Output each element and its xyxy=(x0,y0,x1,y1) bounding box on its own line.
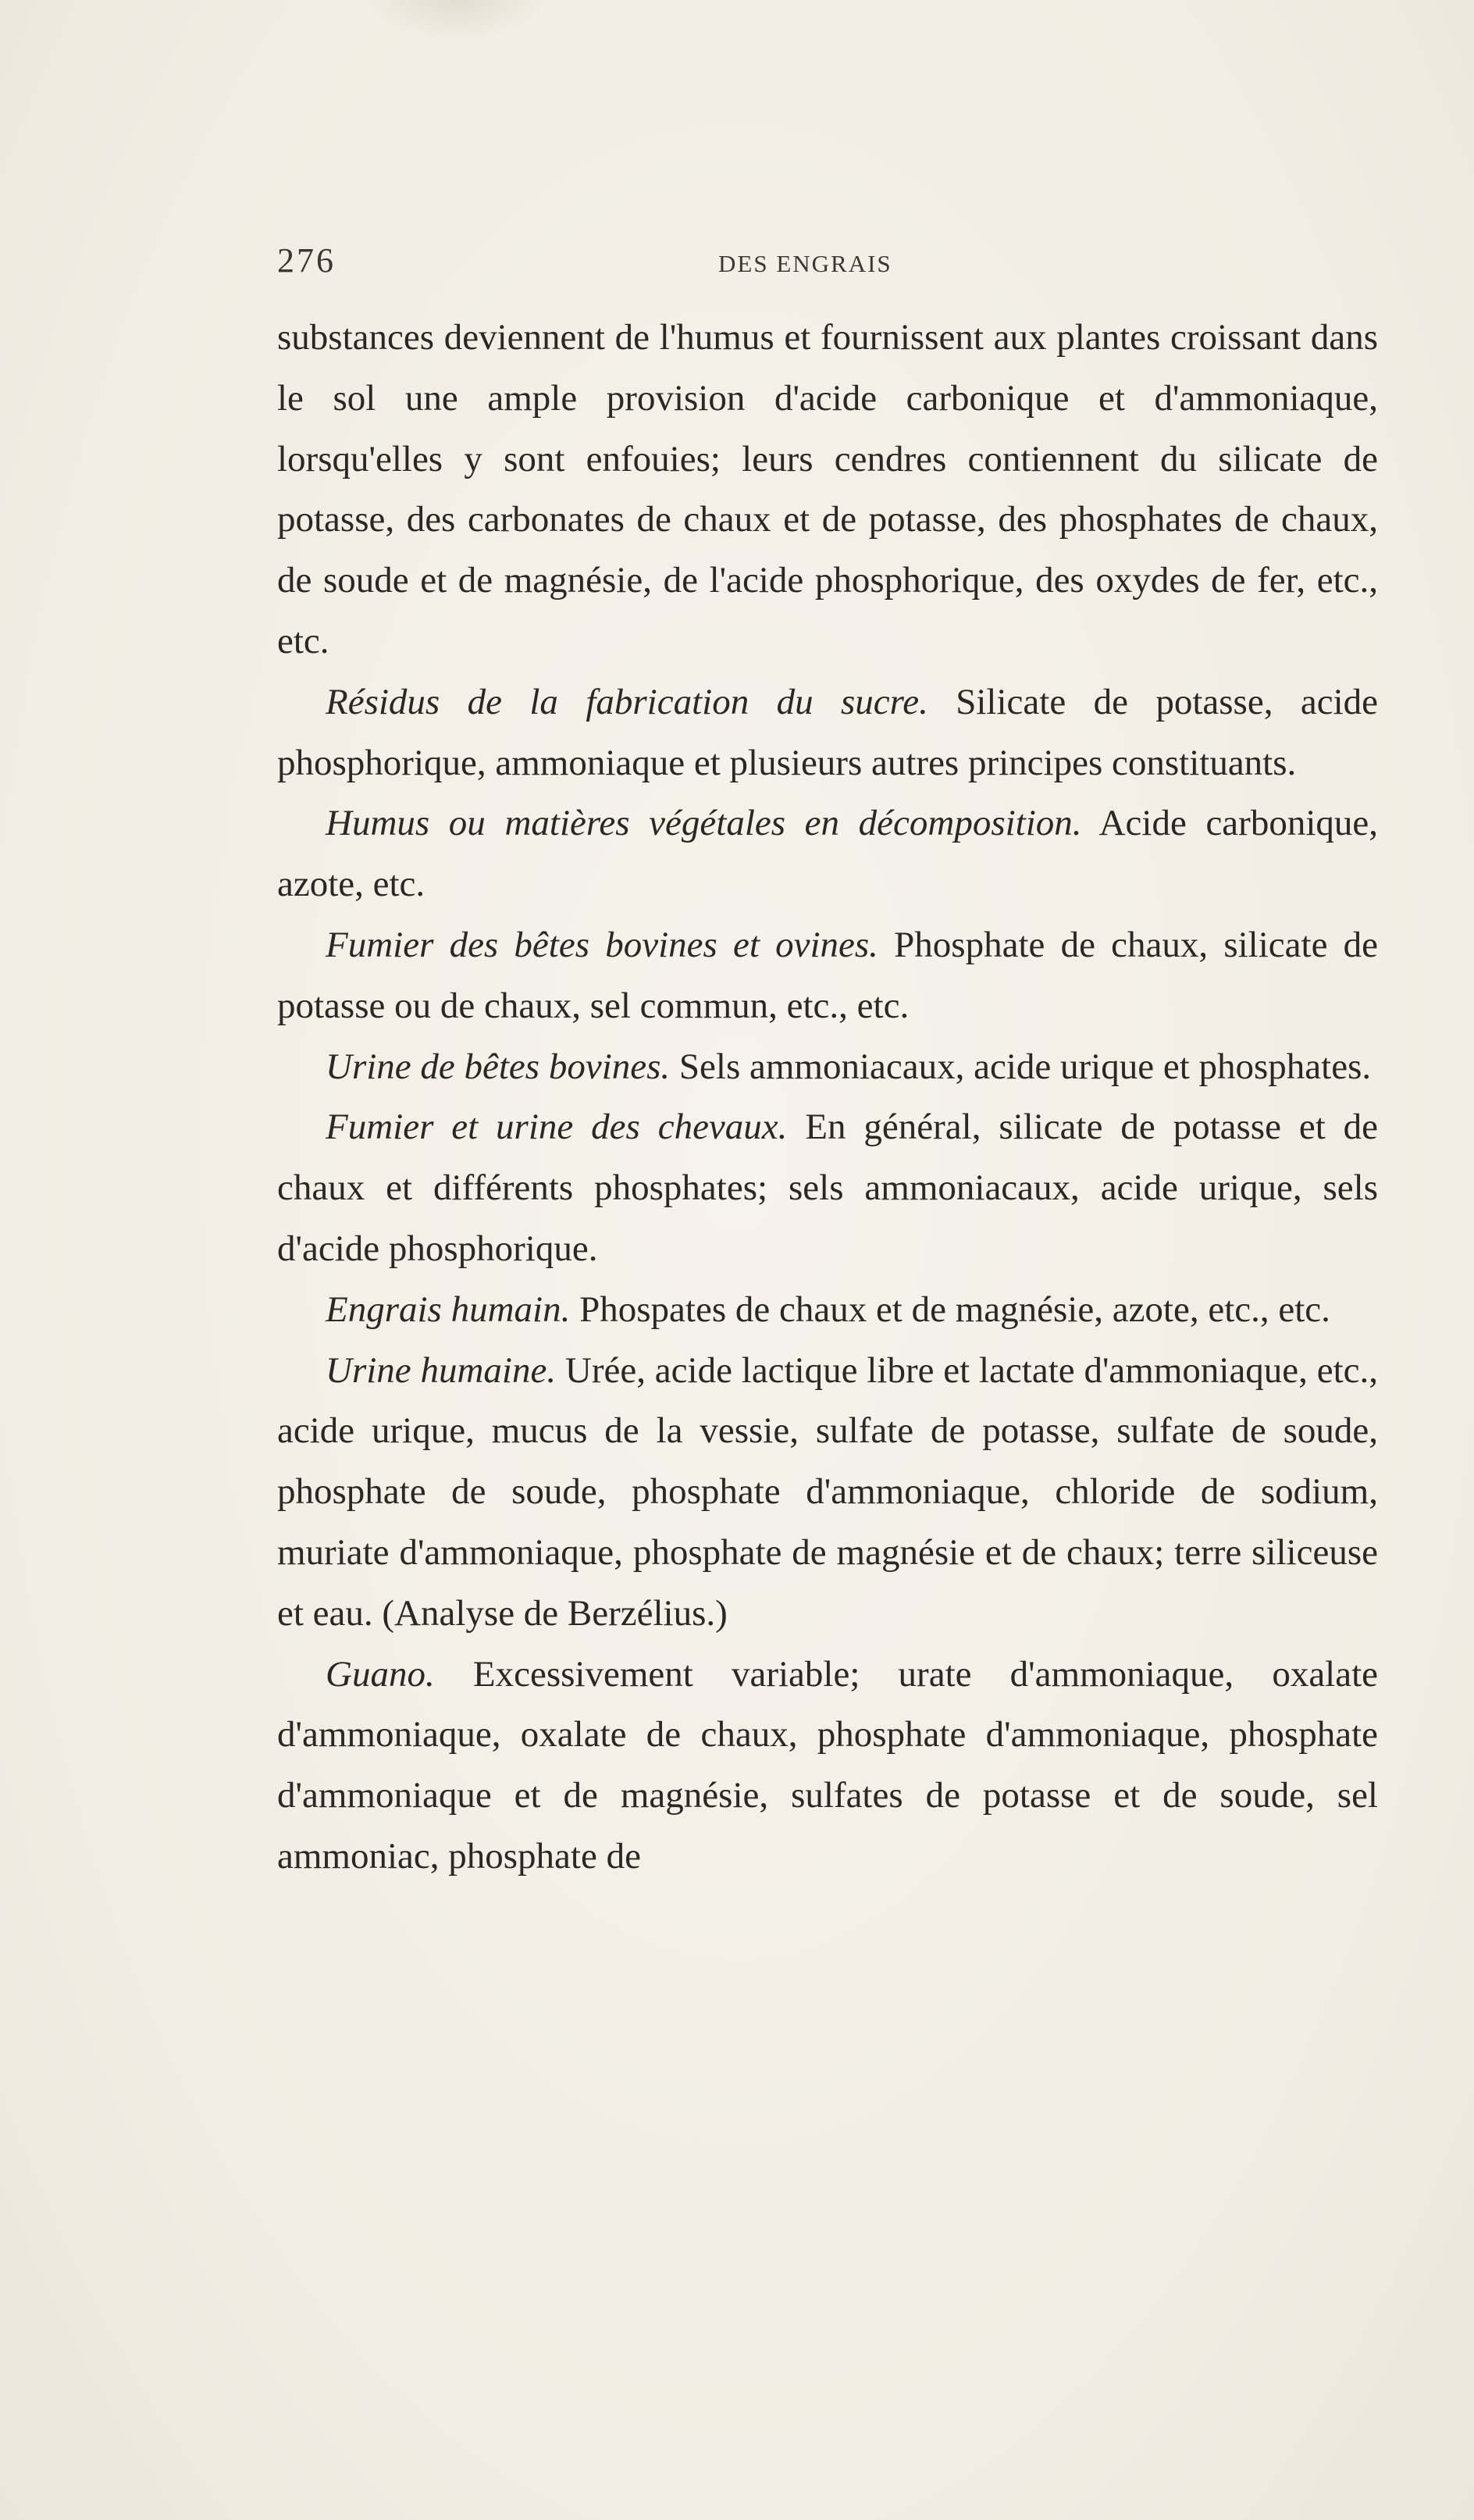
paragraph-humus xyxy=(277,793,1378,915)
paragraph-intro xyxy=(277,308,1378,672)
entry-term: Engrais humain. xyxy=(326,1289,571,1330)
entry-text: Silicate de potasse, acide phosphorique, ammoniaque et plusieurs autres principes constituants. xyxy=(277,681,1378,783)
entry-text: En général, silicate de potasse et de chaux et différents phosphates; sels ammoniacaux, acide urique, sels d'acide phosphorique. xyxy=(277,1107,1378,1269)
entry-term: Guano. xyxy=(326,1653,435,1695)
paragraph-cattle-urine xyxy=(277,1037,1378,1098)
entry-term: Résidus de la fabrication du sucre. xyxy=(326,681,928,722)
entry-text: Urée, acide lactique libre et lactate d'ammoniaque, etc., acide urique, mucus de la vessie, sulfate de potasse, sulfate de soude, phosphate de soude, phosphate d'ammoniaque, chloride de sodium, muriate d'ammoniaque, phosphate de magnésie et de chaux; terre siliceuse et eau. (Analyse de Berzélius.) xyxy=(277,1349,1379,1634)
entry-term: Fumier et urine des chevaux. xyxy=(326,1107,788,1148)
paragraph-sugar-residue xyxy=(277,672,1378,794)
entry-text: Phosphate de chaux, silicate de potasse ou de chaux, sel commun, etc., etc. xyxy=(277,924,1378,1026)
paragraph-human-urine xyxy=(277,1341,1378,1645)
paragraph-text: substances deviennent de l'humus et fournissent aux plantes croissant dans le sol une ample provision d'acide carbonique et d'ammoniaque, lorsqu'elles y sont enfouies; leurs cendres contiennent du silicate de potasse, des carbonates de chaux et de potasse, des phosphates de chaux, de soude et de magnésie, de l'acide phosphorique, des oxydes de fer, etc., etc. xyxy=(277,317,1378,661)
paper-stain xyxy=(367,0,547,39)
page-header xyxy=(277,241,1378,287)
entry-term: Urine de bêtes bovines. xyxy=(326,1046,671,1087)
entry-text: Phospates de chaux et de magnésie, azote, etc., etc. xyxy=(579,1289,1330,1330)
paragraph-human-manure xyxy=(277,1280,1378,1341)
entry-text: Sels ammoniacaux, acide urique et phosphates. xyxy=(678,1046,1372,1087)
paragraph-guano xyxy=(277,1645,1378,1887)
paragraph-horse-manure xyxy=(277,1097,1378,1279)
paragraph-cattle-manure xyxy=(277,915,1378,1037)
running-head: DES ENGRAIS xyxy=(718,250,892,277)
entry-term: Urine humaine. xyxy=(326,1349,557,1391)
body-text xyxy=(277,308,1378,1887)
entry-term: Humus ou matières végétales en décomposition. xyxy=(326,803,1082,844)
page-number: 276 xyxy=(277,241,336,280)
entry-text: Excessivement variable; urate d'ammoniaque, oxalate d'ammoniaque, oxalate de chaux, phosphate d'ammoniaque, phosphate d'ammoniaque et de magnésie, sulfates de potasse et de soude, sel ammoniac, phosphate de xyxy=(277,1653,1379,1877)
entry-text: Acide carbonique, azote, etc. xyxy=(277,803,1378,905)
entry-term: Fumier des bêtes bovines et ovines. xyxy=(326,924,878,965)
